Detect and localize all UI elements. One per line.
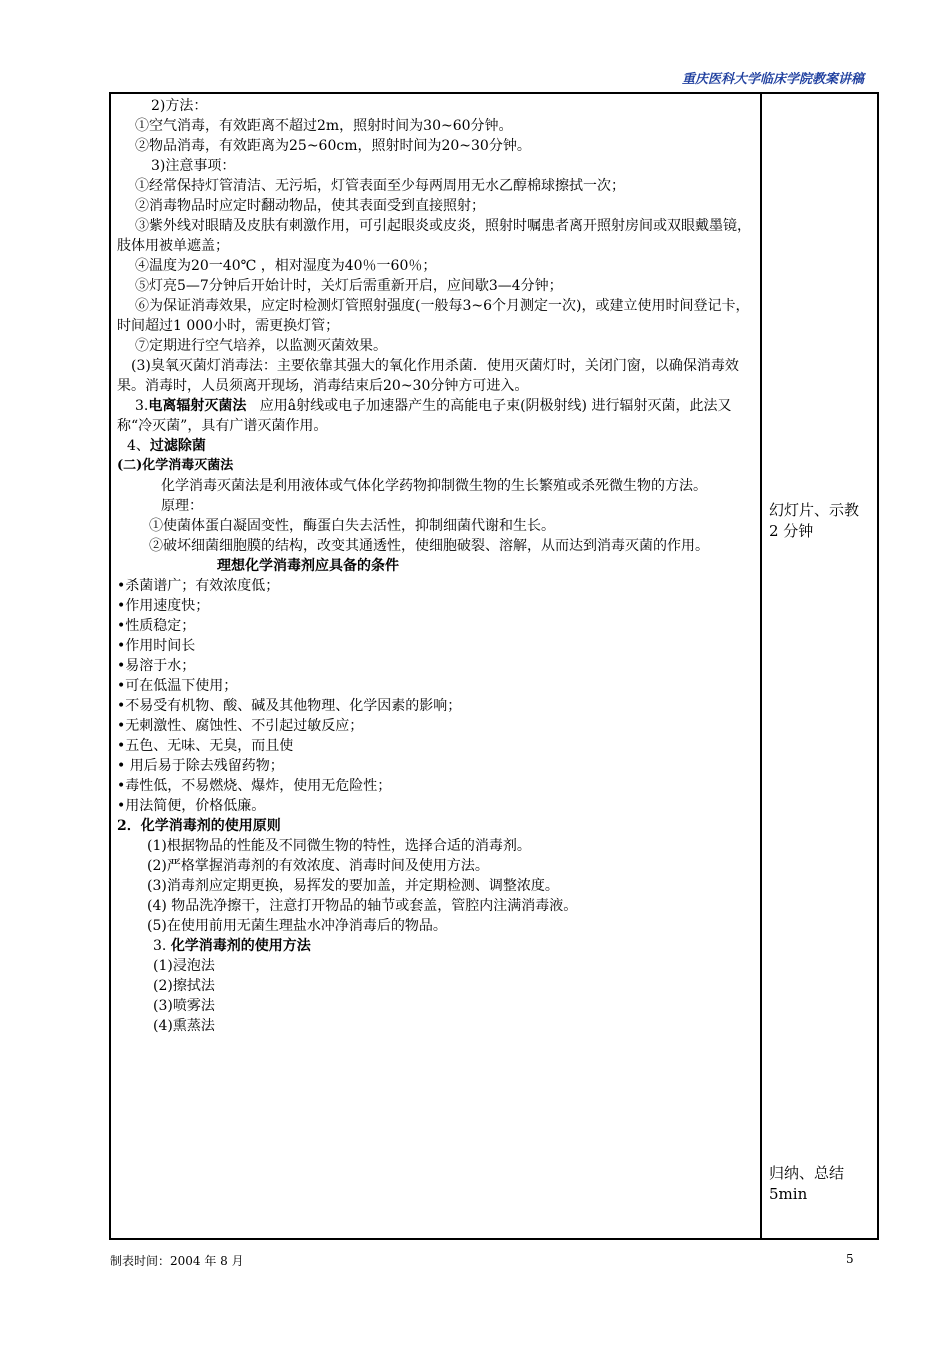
list-item: (4) 物品洗净擦干，注意打开物品的轴节或套盖，管腔内注满消毒液。 (147, 898, 578, 914)
side-note-summary (769, 1163, 877, 1205)
list-item: •杀菌谱广；有效浓度低； (117, 578, 280, 594)
section-heading: 2．化学消毒剂的使用原则 (117, 818, 281, 834)
list-item: (4)熏蒸法 (153, 1018, 215, 1034)
list-item: •易溶于水； (117, 658, 196, 674)
section-heading: 2)方法： (151, 98, 208, 114)
list-item: (1)浸泡法 (153, 958, 215, 974)
section-heading (117, 436, 755, 456)
section-title: 过滤除菌 (149, 438, 206, 454)
document-header-title: 重庆医科大学临床学院教案讲稿 (681, 72, 864, 87)
method-list (117, 956, 755, 1036)
list-item: •性质稳定； (117, 618, 196, 634)
list-item: (3)喷雾法 (153, 998, 215, 1014)
list-item: • 用后易于除去残留药物； (117, 758, 284, 774)
list-item: •作用时间长 (117, 638, 196, 654)
list-item: •无刺激性、腐蚀性、不引起过敏反应； (117, 718, 364, 734)
condition-list (117, 576, 755, 816)
section-title: 电离辐射灭菌法 (148, 398, 247, 414)
paragraph: ②物品消毒，有效距离为25~60cm，照射时间为20~30分钟。 (135, 138, 531, 154)
paragraph: ④温度为20一40℃ ，相对湿度为40％一60％； (135, 258, 437, 274)
paragraph: ②破坏细菌细胞膜的结构，改变其通透性，使细胞破裂、溶解，从而达到消毒灭菌的作用。 (149, 538, 709, 554)
side-note-line: 归纳、总结 (769, 1164, 845, 1182)
side-note-line: 5min (769, 1185, 808, 1203)
section-number: 3. (135, 398, 149, 414)
list-item: (5)在使用前用无菌生理盐水冲净消毒后的物品。 (147, 918, 447, 934)
lecture-table (109, 92, 879, 1240)
paragraph: ①空气消毒，有效距离不超过2m，照射时间为30~60分钟。 (135, 118, 513, 134)
footer-date: 制表时间：2004 年 8 月 (110, 1254, 244, 1268)
list-item: (2)擦拭法 (153, 978, 215, 994)
paragraph: ⑦定期进行空气培养，以监测灭菌效果。 (135, 338, 387, 354)
section-heading (117, 936, 755, 956)
paragraph: ③紫外线对眼睛及皮肤有刺激作用，可引起眼炎或皮炎，照射时嘱患者离开照射房间或双眼戴墨镜，肢体用被单遮盖； (117, 218, 751, 254)
list-item: (1)根据物品的性能及不同微生物的特性，选择合适的消毒剂。 (147, 838, 531, 854)
side-note-line: 2 分钟 (769, 522, 814, 540)
section-title: 化学消毒剂的使用方法 (170, 938, 311, 954)
page-number: 5 (846, 1252, 854, 1266)
section-heading: 3)注意事项： (151, 158, 236, 174)
section-text: 应用â射线或电子加速器产生的高能电子束(阴极射线) 进行辐射灭菌，此法又称“冷灭菌”，具有广谱灭菌作用。 (117, 398, 732, 434)
list-item: •不易受有机物、酸、碱及其他物理、化学因素的影响； (117, 698, 462, 714)
list-item: •可在低温下使用； (117, 678, 238, 694)
paragraph (117, 396, 755, 436)
paragraph: ①经常保持灯管清洁、无污垢，灯管表面至少每两周用无水乙醇棉球擦拭一次； (135, 178, 625, 194)
section-heading: 理想化学消毒剂应具备的条件 (217, 558, 399, 574)
list-item: (2)严格掌握消毒剂的有效浓度、消毒时间及使用方法。 (147, 858, 489, 874)
paragraph: (3)臭氧灭菌灯消毒法：主要依靠其强大的氧化作用杀菌．使用灭菌灯时，关闭门窗，以确保消毒效果。消毒时，人员须离开现场，消毒结束后20~30分钟方可进入。 (117, 358, 739, 394)
section-heading: (二)化学消毒灭菌法 (117, 458, 234, 473)
list-item: •五色、无味、无臭，而且使 (117, 738, 294, 754)
side-note-line: 幻灯片、示教 (769, 501, 860, 519)
paragraph: ②消毒物品时应定时翻动物品，使其表面受到直接照射； (135, 198, 485, 214)
column-divider (760, 94, 762, 1238)
paragraph: 原理： (161, 498, 203, 514)
lecture-content (117, 96, 755, 1036)
section-number: 3. (153, 938, 167, 954)
paragraph: ①使菌体蛋白凝固变性，酶蛋白失去活性，抑制细菌代谢和生长。 (149, 518, 555, 534)
list-item: •毒性低，不易燃烧、爆炸，使用无危险性； (117, 778, 392, 794)
principle-list (117, 836, 755, 936)
side-note-slides (769, 500, 877, 542)
paragraph: ⑤灯亮5—7分钟后开始计时，关灯后需重新开启，应间歇3—4分钟； (135, 278, 563, 294)
section-number: 4、 (127, 438, 150, 454)
paragraph: 化学消毒灭菌法是利用液体或气体化学药物抑制微生物的生长繁殖或杀死微生物的方法。 (161, 478, 707, 494)
list-item: (3)消毒剂应定期更换，易挥发的要加盖，并定期检测、调整浓度。 (147, 878, 559, 894)
list-item: •作用速度快； (117, 598, 210, 614)
paragraph: ⑥为保证消毒效果，应定时检测灯管照射强度(一般每3~6个月测定一次)，或建立使用时间登记卡，时间超过1 000小时，需更换灯管； (117, 298, 750, 334)
list-item: •用法简便，价格低廉。 (117, 798, 266, 814)
